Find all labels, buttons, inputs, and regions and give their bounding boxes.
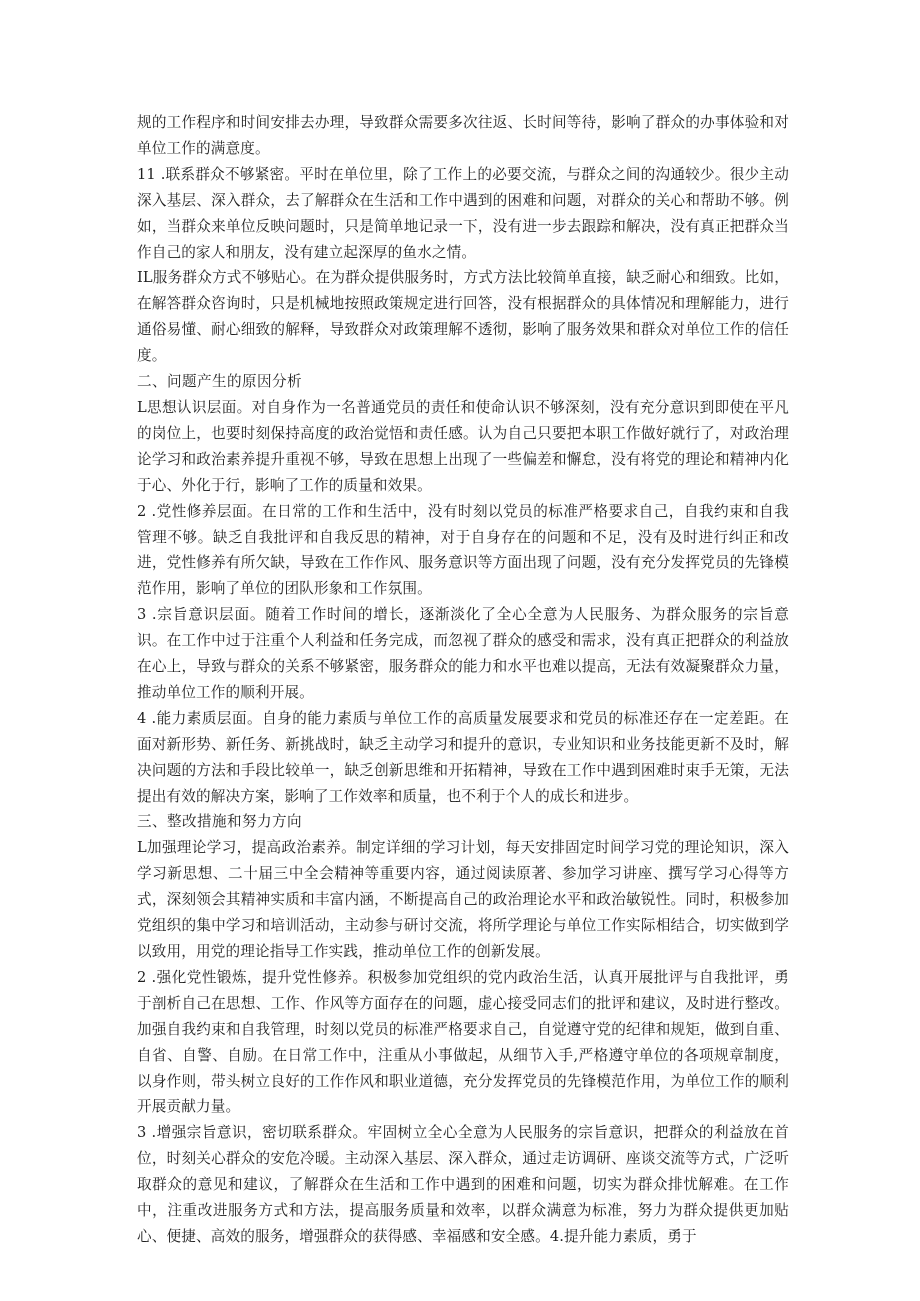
paragraph-item-11: 11 .联系群众不够紧密。平时在单位里，除了工作上的必要交流，与群众之间的沟通较少。很少主动深入基层、深入群众，去了解群众在生活和工作中遇到的困难和问题，对群众的关心和帮助不够。例如，当群众来单位反映问题时，只是简单地记录一下，没有进一步去跟踪和解决，没有真正把群众当作自己的家人和朋友，没有建立起深厚的鱼水之情。 — [137, 165, 789, 261]
paragraph-item-il: IL服务群众方式不够贴心。在为群众提供服务时，方式方法比较简单直接，缺乏耐心和细致。比如，在解答群众咨询时，只是机械地按照政策规定进行回答，没有根据群众的具体情况和理解能力，进行通俗易懂、耐心细致的解释，导致群众对政策理解不透彻，影响了服务效果和群众对单位工作的信任度。 — [137, 269, 789, 365]
paragraph-cause-3: 3 .宗旨意识层面。随着工作时间的增长，逐渐淡化了全心全意为人民服务、为群众服务的宗旨意识。在工作中过于注重个人利益和任务完成，而忽视了群众的感受和需求，没有真正把群众的利益放在心上，导致与群众的关系不够紧密，服务群众的能力和水平也难以提高，无法有效凝聚群众力量，推动单位工作的顺利开展。 — [137, 606, 789, 701]
document-body — [137, 110, 789, 1250]
section-heading-cause-analysis: 二、问题产生的原因分析 — [137, 373, 302, 391]
paragraph-measure-1: L加强理论学习，提高政治素养。制定详细的学习计划，每天安排固定时间学习党的理论知识，深入学习新思想、二十届三中全会精神等重要内容，通过阅读原著、参加学习讲座、撰写学习心得等方式，深刻领会其精神实质和丰富内涵，不断提高自己的政治理论水平和政治敏锐性。同时，积极参加党组织的集中学习和培训活动，主动参与研讨交流，将所学理论与单位工作实际相结合，切实做到学以致用，用党的理论指导工作实践，推动单位工作的创新发展。 — [137, 839, 789, 960]
section-heading-measures: 三、整改措施和努力方向 — [137, 813, 302, 831]
paragraph-cause-1: L思想认识层面。对自身作为一名普通党员的责任和使命认识不够深刻，没有充分意识到即使在平凡的岗位上，也要时刻保持高度的政治觉悟和责任感。认为自己只要把本职工作做好就行了，对政治理论学习和政治素养提升重视不够，导致在思想上出现了一些偏差和懈怠，没有将党的理论和精神内化于心、外化于行，影响了工作的质量和效果。 — [137, 398, 789, 494]
paragraph-cause-2: 2 .党性修养层面。在日常的工作和生活中，没有时刻以党员的标准严格要求自己，自我约束和自我管理不够。缺乏自我批评和自我反思的精神，对于自身存在的问题和不足，没有及时进行纠正和改进，党性修养有所欠缺，导致在工作作风、服务意识等方面出现了问题，没有充分发挥党员的先锋模范作用，影响了单位的团队形象和工作氛围。 — [137, 502, 789, 598]
paragraph-continuation: 规的工作程序和时间安排去办理，导致群众需要多次往返、长时间等待，影响了群众的办事体验和对单位工作的满意度。 — [137, 114, 789, 157]
paragraph-measure-2: 2 .强化党性锻炼，提升党性修养。积极参加党组织的党内政治生活，认真开展批评与自我批评，勇于剖析自己在思想、工作、作风等方面存在的问题，虚心接受同志们的批评和建议，及时进行整改。加强自我约束和自我管理，时刻以党员的标准严格要求自己，自觉遵守党的纪律和规矩，做到自重、自省、自警、自励。在日常工作中，注重从小事做起，从细节入手,严格遵守单位的各项规章制度，以身作则，带头树立良好的工作作风和职业道德，充分发挥党员的先锋模范作用，为单位工作的顺利开展贡献力量。 — [137, 968, 789, 1116]
paragraph-cause-4: 4 .能力素质层面。自身的能力素质与单位工作的高质量发展要求和党员的标准还存在一定差距。在面对新形势、新任务、新挑战时，缺乏主动学习和提升的意识，专业知识和业务技能更新不及时，解决问题的方法和手段比较单一，缺乏创新思维和开拓精神，导致在工作中遇到困难时束手无策，无法提出有效的解决方案，影响了工作效率和质量，也不利于个人的成长和进步。 — [137, 709, 789, 805]
paragraph-measure-3: 3 .增强宗旨意识，密切联系群众。牢固树立全心全意为人民服务的宗旨意识，把群众的利益放在首位，时刻关心群众的安危冷暖。主动深入基层、深入群众，通过走访调研、座谈交流等方式，广泛听取群众的意见和建议，了解群众在生活和工作中遇到的困难和问题，切实为群众排忧解难。在工作中，注重改进服务方式和方法，提高服务质量和效率，以群众满意为标准，努力为群众提供更加贴心、便捷、高效的服务，增强群众的获得感、幸福感和安全感。4.提升能力素质，勇于 — [137, 1124, 789, 1245]
